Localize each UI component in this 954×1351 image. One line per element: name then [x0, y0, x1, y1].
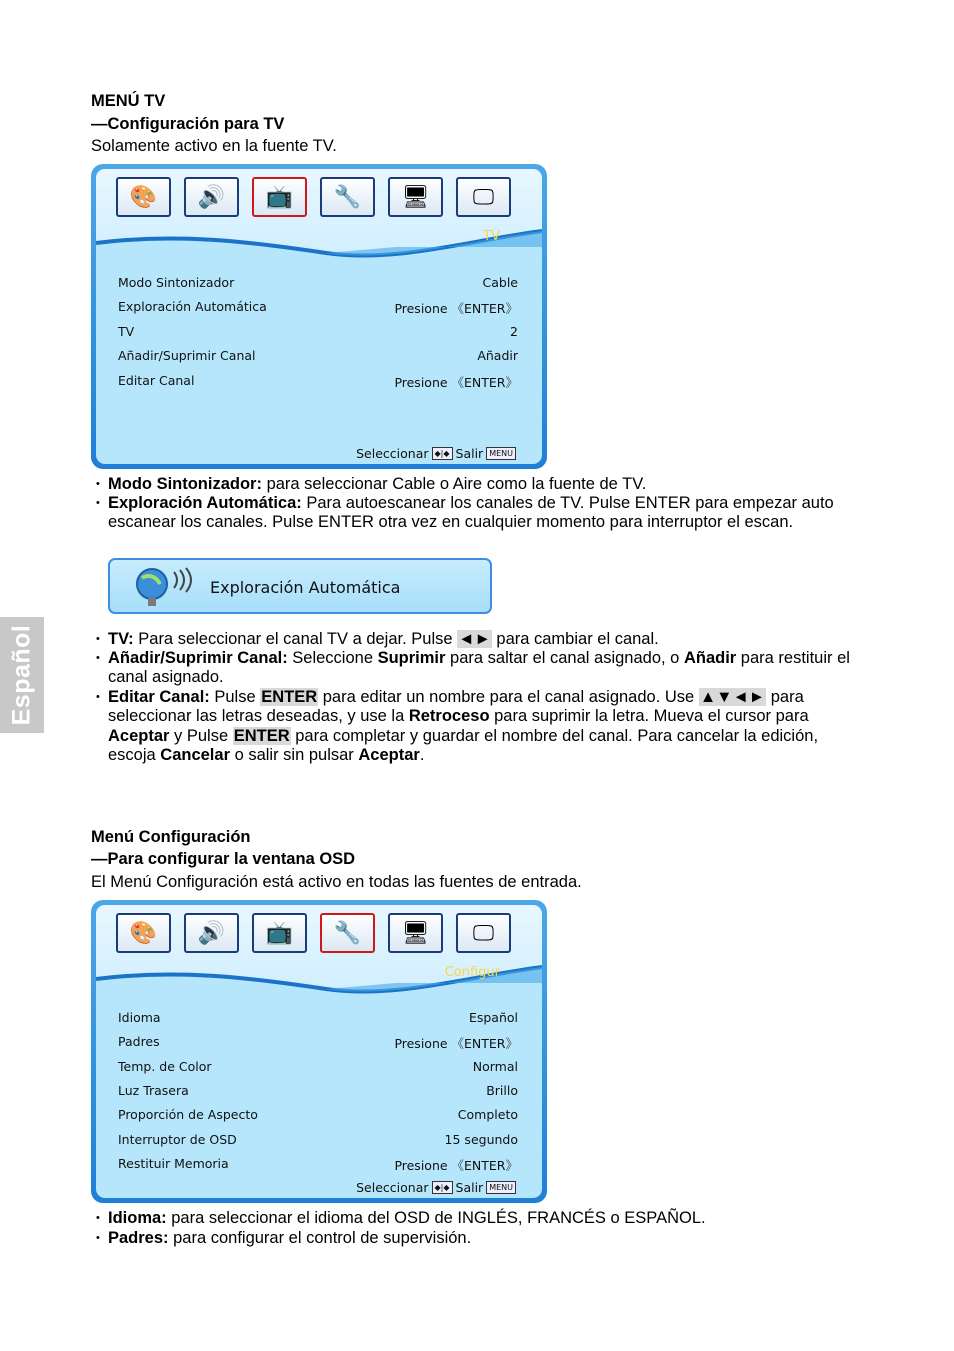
language-side-tab	[0, 617, 44, 733]
row-label: Modo Sintonizador	[118, 275, 235, 290]
menu-row[interactable]	[118, 324, 518, 339]
menu-row[interactable]	[118, 1107, 518, 1122]
keyword: Aceptar	[108, 726, 170, 745]
desc: .	[419, 745, 425, 764]
list-item: • Padres: para configurar el control de supervisión.	[96, 1229, 472, 1247]
row-label: Exploración Automática	[118, 299, 267, 314]
enter-key: ENTER	[233, 726, 290, 745]
menu-footer	[356, 1180, 516, 1195]
arrow-keys-icon: ▲▼◄►	[699, 688, 766, 706]
scan-label: Exploración Automática	[210, 578, 401, 597]
desc: y Pulse	[169, 726, 233, 745]
arrow-keys-icon: ◄►	[458, 630, 491, 648]
satellite-dish-icon	[130, 564, 200, 610]
section-heading: MENÚ TV	[91, 92, 166, 110]
term: Exploración Automática:	[108, 494, 302, 512]
pc-monitor-icon[interactable]: 🖵	[456, 177, 511, 217]
keyword: Cancelar	[160, 745, 230, 764]
desc: para seleccionar Cable o Aire como la fuente de TV.	[261, 475, 647, 493]
menu-tab-title: Configur	[444, 965, 500, 980]
term: TV:	[108, 630, 134, 648]
setup-tool-icon[interactable]: 🔧	[320, 177, 375, 217]
menu-row[interactable]	[118, 1083, 518, 1098]
menu-row[interactable]	[118, 373, 518, 391]
row-label: Padres	[118, 1034, 160, 1049]
desc: para completar y guardar el nombre del canal. Para cancelar la edición, escoja	[108, 726, 819, 764]
row-label: Proporción de Aspecto	[118, 1107, 258, 1122]
footer-select-label: Seleccionar	[356, 1180, 429, 1195]
audio-icon[interactable]: 🔊	[184, 913, 239, 953]
footer-select-label: Seleccionar	[356, 446, 429, 461]
row-label: TV	[118, 324, 135, 339]
desc: para restituir el canal asignado.	[108, 649, 850, 687]
menu-tab-title: TV	[483, 229, 500, 244]
keyword: Aceptar	[358, 745, 420, 764]
desc: Seleccione	[287, 649, 378, 667]
desc: o salir sin pulsar	[230, 745, 359, 764]
term: Padres:	[108, 1229, 169, 1247]
menu-footer	[356, 446, 516, 461]
menu-row[interactable]	[118, 275, 518, 290]
select-key-icon: ◆|◆	[432, 447, 453, 460]
row-value: Presione 《ENTER》	[394, 301, 518, 316]
menu-row[interactable]	[118, 1156, 518, 1174]
setup-tool-icon[interactable]: 🔧	[320, 913, 375, 953]
row-label: Añadir/Suprimir Canal	[118, 348, 256, 363]
keyword: Suprimir	[377, 649, 446, 667]
desc: para cambiar el canal.	[491, 630, 659, 648]
audio-icon[interactable]: 🔊	[184, 177, 239, 217]
desc: Para autoescanear los canales de TV. Pulse ENTER para empezar auto escanear los canales. Pulse ENTER otra vez en cualquier momento para interruptor el escan.	[108, 494, 834, 532]
list-item: • Modo Sintonizador: para seleccionar Cable o Aire como la fuente de TV.	[96, 475, 647, 493]
list-item: • Exploración Automática: Para autoescanear los canales de TV. Pulse ENTER para empezar auto escanear los canales. Pulse ENTER otra vez en cualquier momento para interruptor el escan.	[96, 494, 834, 532]
desc: para suprimir la letra. Mueva el cursor para	[489, 707, 809, 726]
term: Editar Canal:	[108, 688, 210, 706]
side-tab-label: Español	[7, 624, 36, 726]
footer-exit-label: Salir	[455, 1180, 484, 1195]
tv-icon[interactable]: 📺	[252, 913, 307, 953]
menu-key-icon: MENU	[486, 1181, 516, 1194]
list-item: • Editar Canal: Pulse ENTER para editar un nombre para el canal asignado. Use ▲▼◄► para seleccionar las letras deseadas, y use la Retroceso para suprimir la letra. Mueva el cursor para Aceptar y Pulse ENTER para completar y guardar el nombre del canal. Para cancelar la edición, escoja Cancelar o salir sin pulsar Aceptar.	[96, 688, 819, 764]
row-value: 2	[510, 324, 518, 339]
menu-row[interactable]	[118, 1034, 518, 1052]
row-label: Interruptor de OSD	[118, 1132, 237, 1147]
picture-icon[interactable]: 🎨	[116, 177, 171, 217]
row-value: Presione 《ENTER》	[394, 1036, 518, 1051]
row-value: Cable	[482, 275, 518, 290]
tv-icon[interactable]: 📺	[252, 177, 307, 217]
section-intro: Solamente activo en la fuente TV.	[91, 137, 337, 155]
picture-icon[interactable]: 🎨	[116, 913, 171, 953]
row-label: Temp. de Color	[118, 1059, 212, 1074]
menu-key-icon: MENU	[486, 447, 516, 460]
select-key-icon: ◆|◆	[432, 1181, 453, 1194]
row-value: Presione 《ENTER》	[394, 375, 518, 390]
row-value: Añadir	[477, 348, 518, 363]
row-label: Luz Trasera	[118, 1083, 189, 1098]
desc: para seleccionar el idioma del OSD de INGLÉS, FRANCÉS o ESPAÑOL.	[166, 1209, 706, 1227]
dtv-icon[interactable]: 🖥	[388, 177, 443, 217]
menu-row[interactable]	[118, 299, 518, 317]
menu-row[interactable]	[118, 1010, 518, 1025]
desc: Pulse	[209, 688, 261, 706]
desc: para saltar el canal asignado, o	[445, 649, 684, 667]
row-value: Brillo	[486, 1083, 518, 1098]
section-heading: Menú Configuración	[91, 828, 251, 846]
menu-row[interactable]	[118, 1059, 518, 1074]
enter-key: ENTER	[261, 688, 318, 706]
desc: para seleccionar las letras deseadas, y use la	[108, 688, 804, 726]
menu-row[interactable]	[118, 348, 518, 363]
row-value: Presione 《ENTER》	[394, 1158, 518, 1173]
row-value: 15 segundo	[444, 1132, 518, 1147]
term: Añadir/Suprimir Canal:	[108, 649, 288, 667]
term: Idioma:	[108, 1209, 167, 1227]
auto-scan-banner	[108, 558, 492, 614]
dtv-icon[interactable]: 🖥	[388, 913, 443, 953]
desc: para configurar el control de supervisión.	[168, 1229, 472, 1247]
row-label: Restituir Memoria	[118, 1156, 229, 1171]
row-value: Español	[468, 1010, 518, 1025]
row-label: Idioma	[118, 1010, 161, 1025]
term: Modo Sintonizador:	[108, 475, 262, 493]
row-label: Editar Canal	[118, 373, 195, 388]
row-value: Normal	[472, 1059, 518, 1074]
pc-monitor-icon[interactable]: 🖵	[456, 913, 511, 953]
footer-exit-label: Salir	[455, 446, 484, 461]
list-item: • Idioma: para seleccionar el idioma del OSD de INGLÉS, FRANCÉS o ESPAÑOL.	[96, 1209, 706, 1227]
section-subheading: —Configuración para TV	[91, 115, 285, 133]
desc: para editar un nombre para el canal asignado. Use	[318, 688, 699, 706]
osd-tv-menu	[91, 164, 547, 469]
list-item: • TV: Para seleccionar el canal TV a dejar. Pulse ◄► para cambiar el canal.	[96, 630, 659, 648]
menu-row[interactable]	[118, 1132, 518, 1147]
list-item: • Añadir/Suprimir Canal: Seleccione Suprimir para saltar el canal asignado, o Añadir para restituir el canal asignado.	[96, 649, 850, 687]
section-subheading: —Para configurar la ventana OSD	[91, 850, 356, 868]
row-value: Completo	[457, 1107, 518, 1122]
osd-config-menu	[91, 900, 547, 1203]
keyword: Retroceso	[408, 707, 490, 726]
desc: Para seleccionar el canal TV a dejar. Pulse	[133, 630, 458, 648]
section-intro: El Menú Configuración está activo en todas las fuentes de entrada.	[91, 873, 582, 891]
keyword: Añadir	[683, 649, 737, 667]
